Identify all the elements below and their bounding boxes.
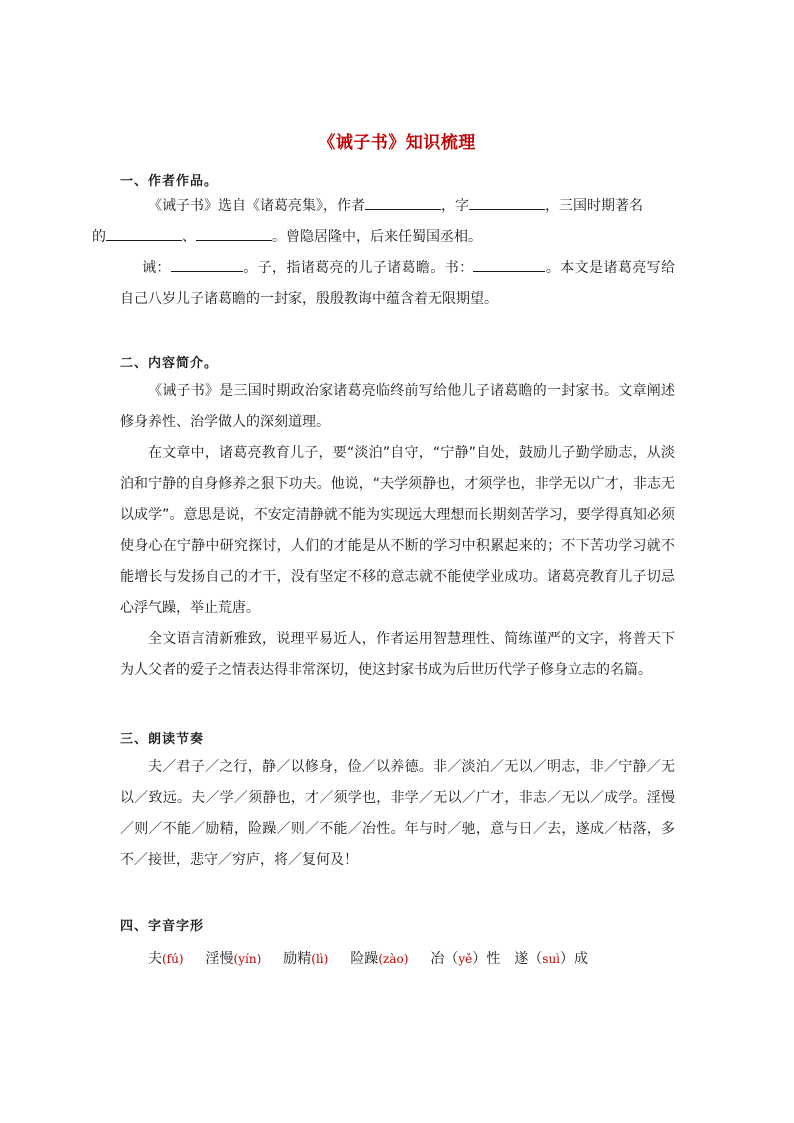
page-title: 《诫子书》知识梳理 <box>318 133 476 153</box>
paragraph-title-explanation <box>120 253 675 315</box>
fill-blank-jie-meaning[interactable] <box>171 256 243 272</box>
text-segment: ，字 <box>441 198 469 214</box>
paragraph-content-detail: 在文章中，诸葛亮教育儿子，要“淡泊”自守，“宁静”自处，鼓励儿子勤学励志，从淡泊和宁静的自身修养之狠下功夫。他说，“夫学须静也，才须学也，非学无以广才，非志无以成学”。意思是说，不安定清静就不能为实现远大理想而长期刻苦学习，要学得真知必须使身心在宁静中研究探讨，人们的才能是从不断的学习中积累起来的；不下苦功学习就不能增长与发扬自己的才干，没有坚定不移的意志就不能使学业成功。诸葛亮教育儿子切忌心浮气躁，举止荒唐。 <box>120 445 675 616</box>
text-segment: 。本文是诸葛亮写给自己八岁儿子诸葛瞻的一封家，殷殷教诲中蕴含着无限期望。 <box>120 260 676 307</box>
section-heading-pronunciation: 四、字音字形 <box>120 919 205 934</box>
pronunciation-list <box>120 944 675 975</box>
paragraph-content-summary: 全文语言清新雅致，说理平易近人，作者运用智慧理性、简练谨严的文字，将普天下为人父者的爱子之情表达得非常深切，使这封家书成为后世历代学子修身立志的名篇。 <box>120 631 675 678</box>
fill-blank-identity-2[interactable] <box>196 225 272 241</box>
fill-blank-author[interactable] <box>365 194 441 210</box>
pronunciation-item: 冶（yě）性 <box>430 951 501 967</box>
text-segment: 诫： <box>142 260 171 276</box>
pronunciation-item: 遂（suì）成 <box>514 951 589 967</box>
pronunciation-item: 险躁(zào) <box>350 951 409 967</box>
pronunciation-item: 励精(lì) <box>283 951 329 967</box>
text-segment: 、 <box>182 229 196 245</box>
fill-blank-identity-1[interactable] <box>106 225 182 241</box>
text-segment: 的 <box>92 229 106 245</box>
paragraph-author-work <box>92 191 675 253</box>
text-segment: 。曾隐居隆中，后来任蜀国丞相。 <box>272 229 482 245</box>
section-heading-rhythm: 三、朗读节奏 <box>120 732 205 747</box>
fill-blank-shu-meaning[interactable] <box>473 256 545 272</box>
text-segment: 《诫子书》选自《诸葛亮集》，作者 <box>148 198 365 214</box>
text-segment: 。子，指诸葛亮的儿子诸葛瞻。书： <box>242 260 474 276</box>
section-heading-author: 一、作者作品。 <box>120 174 219 189</box>
section-heading-content: 二、内容简介。 <box>120 356 219 371</box>
pronunciation-item: 淫慢(yín) <box>205 951 262 967</box>
pronunciation-item: 夫(fú) <box>148 951 184 967</box>
fill-blank-courtesy-name[interactable] <box>469 194 545 210</box>
text-segment: ，三国时期著名 <box>545 198 643 214</box>
paragraph-reading-rhythm: 夫／君子／之行，静／以修身，俭／以养德。非／淡泊／无以／明志，非／宁静／无以／致远。夫／学／须静也，才／须学也，非学／无以／广才，非志／无以／成学。淫慢／则／不能／励精，险躁／则／不能／冶性。年与时／驰，意与日／去，遂成／枯落，多不／接世，悲守／穷庐，将／复何及！ <box>120 759 675 868</box>
paragraph-content-intro: 《诫子书》是三国时期政治家诸葛亮临终前写给他儿子诸葛瞻的一封家书。文章阐述修身养性、治学做人的深刻道理。 <box>120 383 675 430</box>
